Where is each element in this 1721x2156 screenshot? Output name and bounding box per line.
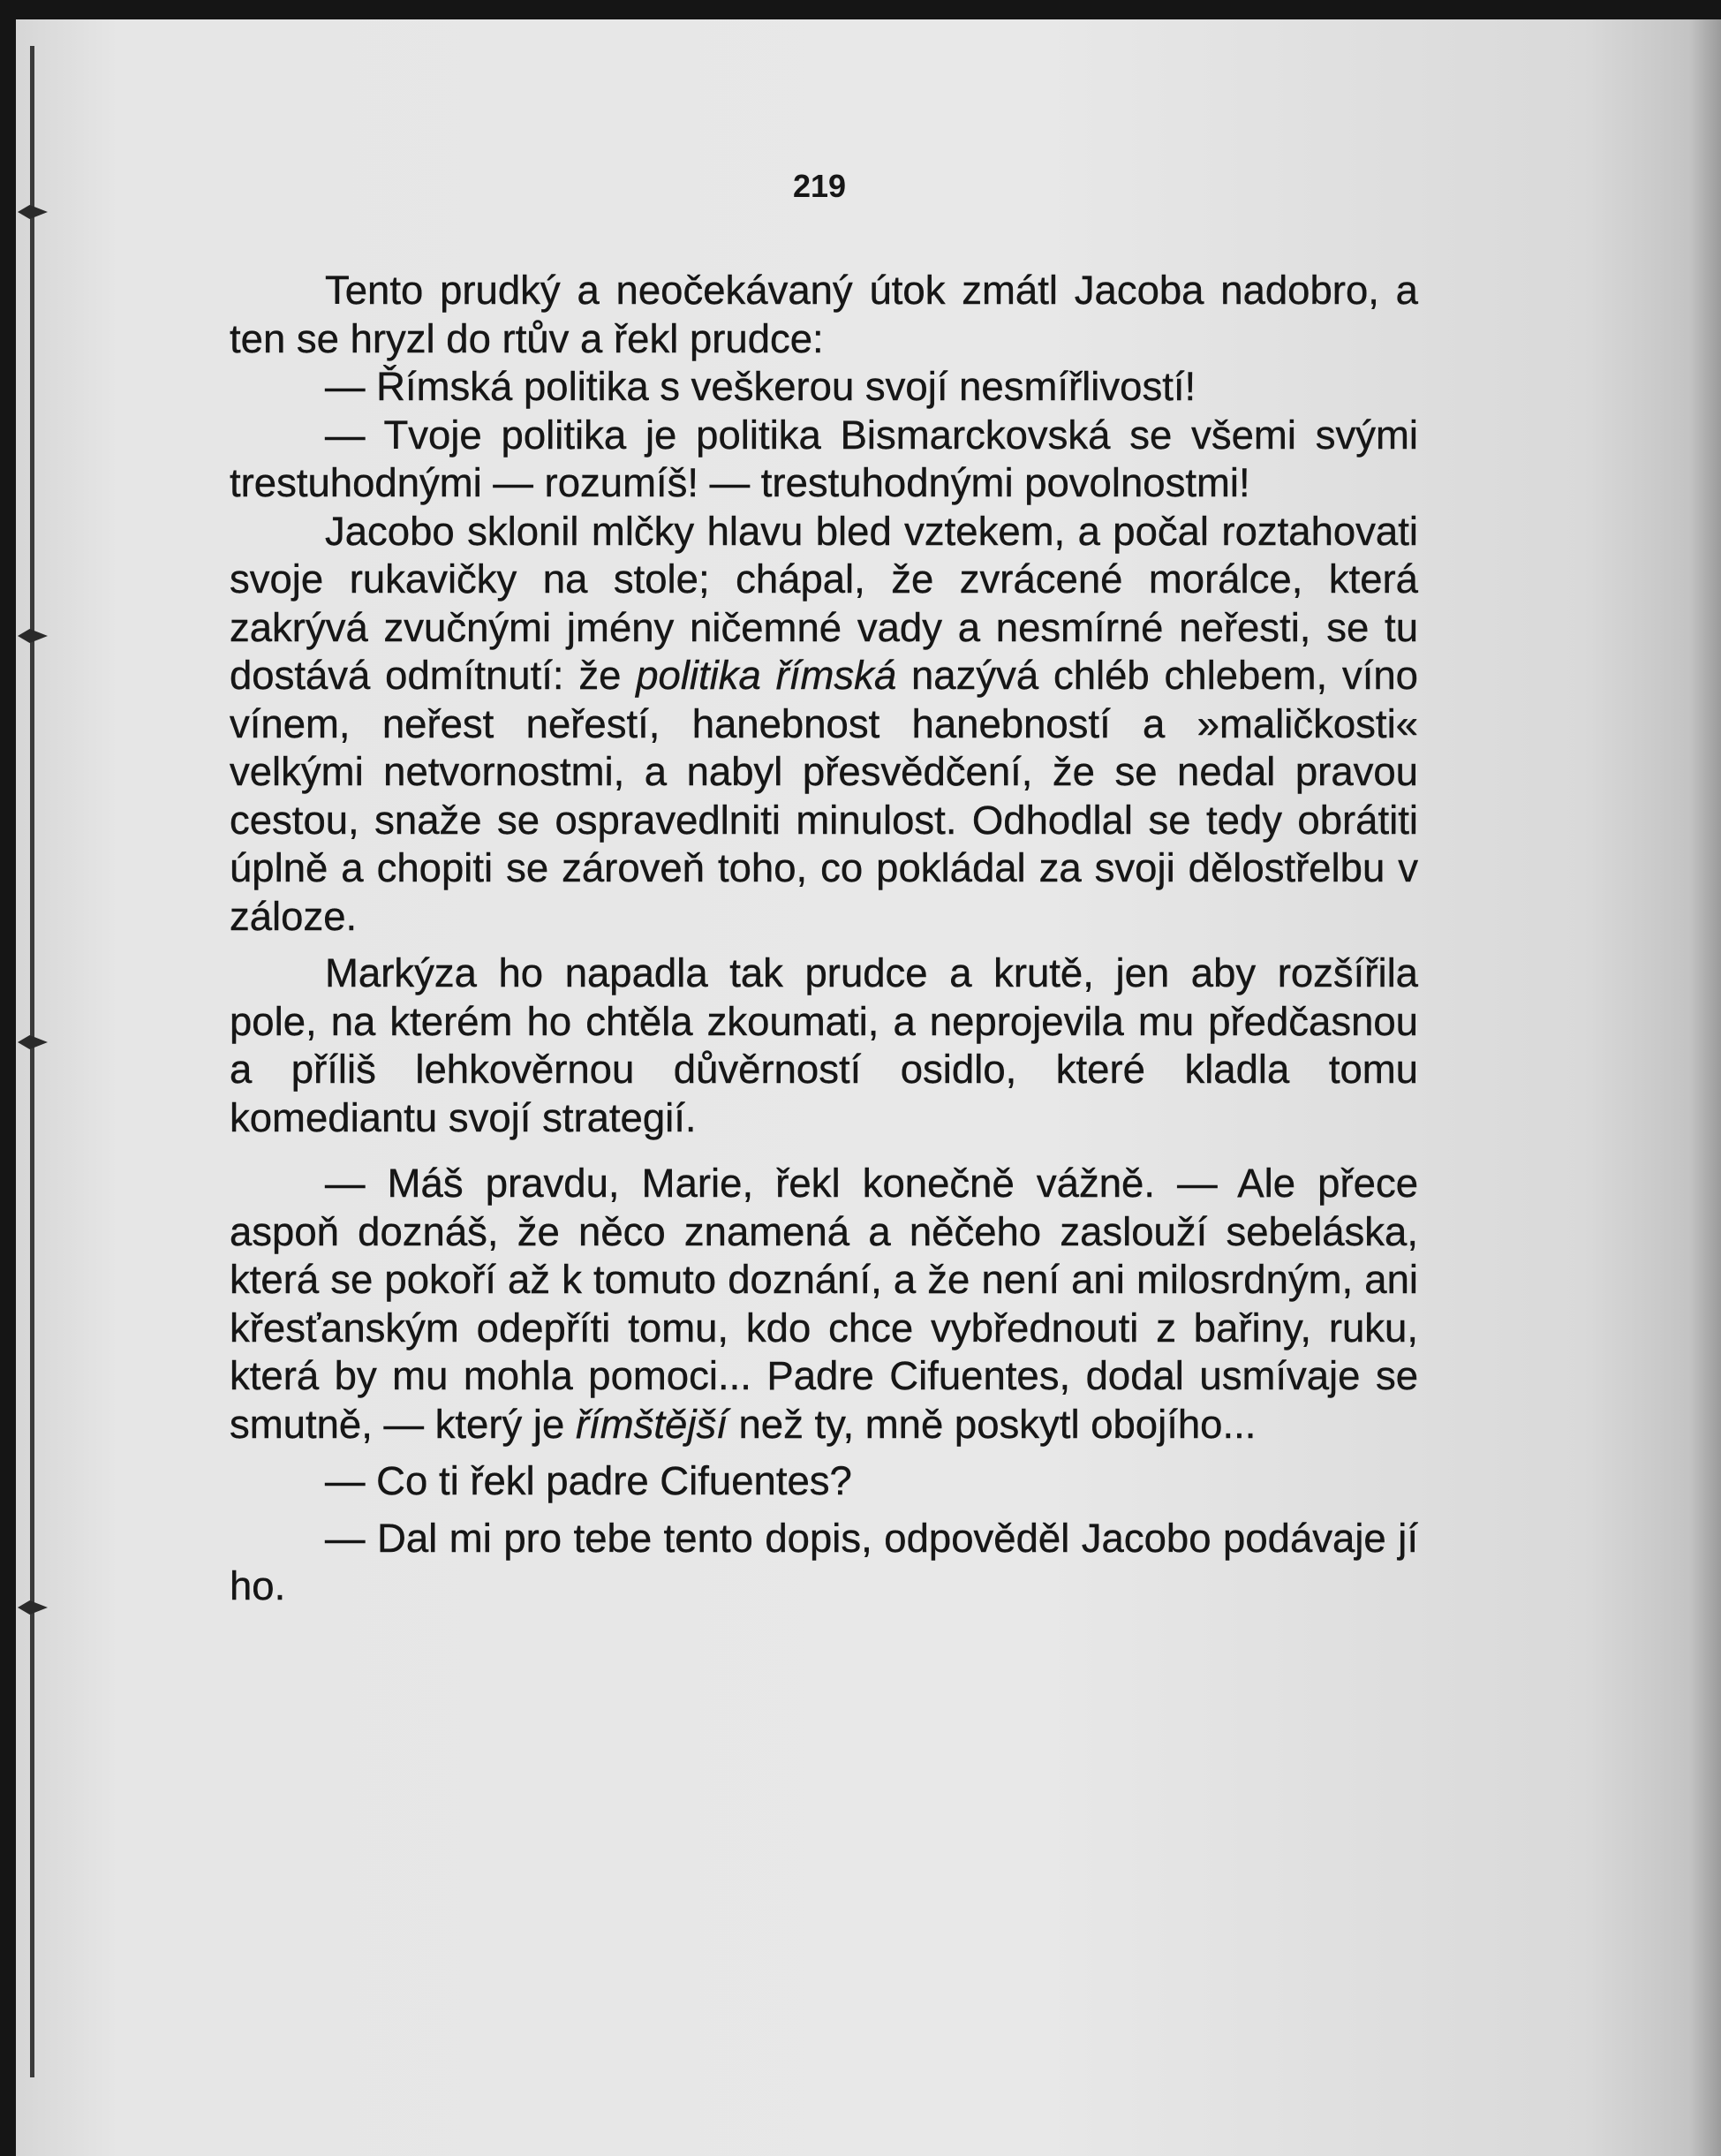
text-segment: — Dal mi pro tebe tento dopis, odpověděl Jacobo podávaje jí ho. [230, 1515, 1418, 1608]
text-segment: nazývá chléb chlebem, víno vínem, neřest neřestí, hanebnost hanebností a »maličkosti« velkými netvornostmi, a nabyl přesvědčení, že se nedal pravou cestou, snaže se ospravedlniti minulost. Odhodlal se tedy obrátiti úplně a chopiti se zároveň toho, co pokládal za svoji dělostřelbu v záloze. [230, 653, 1418, 939]
binding-mark [18, 629, 48, 643]
text-segment: — Co ti řekl padre Cifuentes? [325, 1458, 852, 1503]
body-text [230, 267, 1418, 1611]
paragraph [230, 412, 1418, 508]
text-segment: — Máš pravdu, Marie, řekl konečně vážně. — Ale přece aspoň doznáš, že něco znamená a něčeho zaslouží sebeláska, která se pokoří až k tomuto doznání, a že není ani milosrdným, ani křesťanským odepříti tomu, kdo chce vybřednouti z bařiny, ruku, která by mu mohla pomoci... Padre Cifuentes, dodal usmívaje se smutně, — který je [230, 1161, 1418, 1447]
binding-edge [30, 46, 34, 2077]
text-segment: — Tvoje politika je politika Bismarckovská se všemi svými trestuhodnými — rozumíš! — trestuhodnými povolnostmi! [230, 412, 1418, 505]
italic-text-segment: politika římská [636, 653, 897, 698]
paragraph [230, 1457, 1418, 1506]
page-number: 219 [792, 168, 847, 204]
paragraph [230, 508, 1418, 942]
scanned-book-page [16, 19, 1721, 2156]
paragraph [230, 949, 1418, 1142]
text-segment: Jacobo sklonil mlčky hlavu bled vztekem, a počal roztahovati svoje rukavičky na stole; chápal, že zvrácené morálce, která zakrývá zvučnými jmény ničemné vady a nesmírné neřesti, se tu dostává odmítnutí: že [230, 508, 1418, 698]
italic-text-segment: římštější [575, 1401, 728, 1447]
paragraph [230, 267, 1418, 363]
binding-mark [18, 1600, 48, 1615]
text-segment: Markýza ho napadla tak prudce a krutě, jen aby rozšířila pole, na kterém ho chtěla zkoumati, a neprojevila mu předčasnou a příliš lehkověrnou důvěrností osidlo, které kladla tomu komediantu svojí strategií. [230, 950, 1418, 1140]
text-segment: Tento prudký a neočekávaný útok zmátl Jacoba nadobro, a ten se hryzl do rtův a řekl prudce: [230, 268, 1418, 361]
paragraph [230, 1160, 1418, 1449]
paragraph [230, 363, 1418, 412]
binding-mark [18, 205, 48, 219]
text-segment: než ty, mně poskytl obojího... [727, 1401, 1257, 1447]
page-edge-shadow [1689, 19, 1721, 2156]
binding-mark [18, 1035, 48, 1049]
paragraph [230, 1515, 1418, 1611]
text-segment: — Římská politika s veškerou svojí nesmířlivostí! [325, 364, 1196, 409]
